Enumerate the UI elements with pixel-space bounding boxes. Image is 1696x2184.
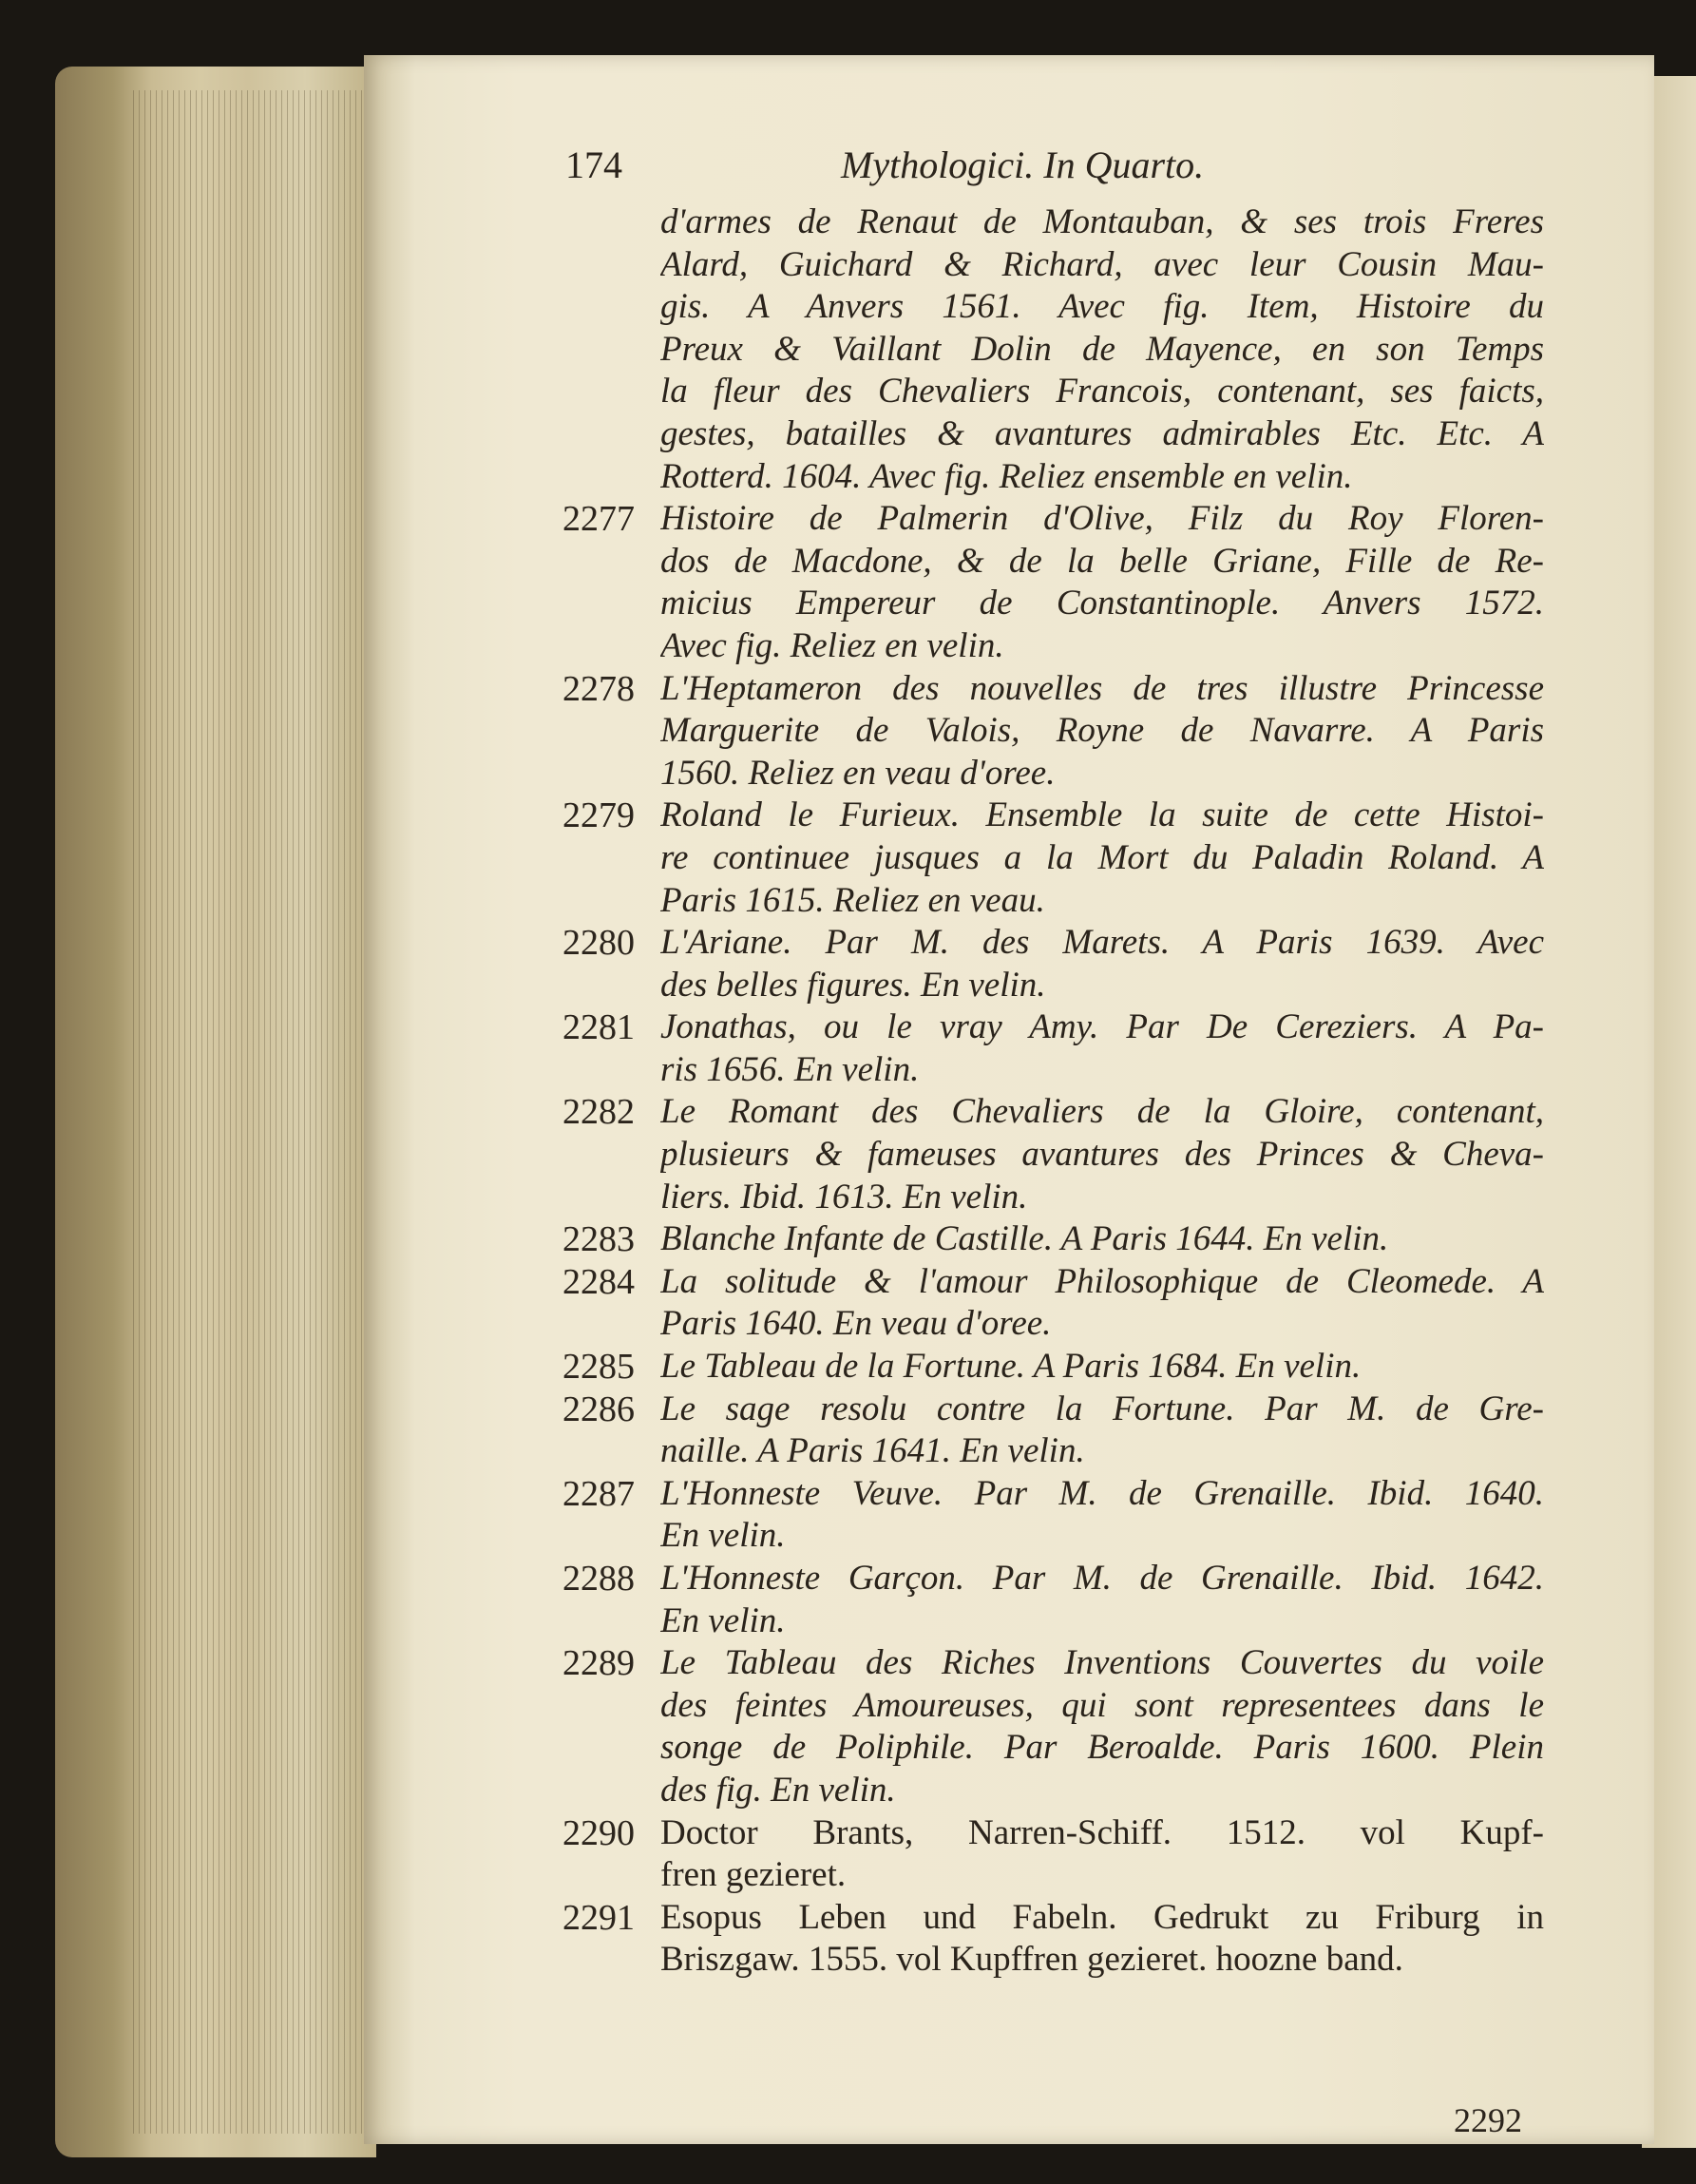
- catalogue-entry: [562, 1346, 1551, 1389]
- entry-line: 1560. Reliez en veau d'oree.: [660, 753, 1056, 793]
- catalogue-entry: [562, 1473, 1551, 1558]
- entry-line: gestes, batailles & avantures admirables Etc. Etc. A: [660, 413, 1544, 453]
- page-stack-lines: [133, 90, 371, 2134]
- entry-line: d'armes de Renaut de Montauban, & ses trois Freres: [660, 202, 1544, 241]
- entry-line: naille. A Paris 1641. En velin.: [660, 1431, 1085, 1471]
- catalogue-entry: [562, 498, 1551, 667]
- entry-line: des fig. En velin.: [660, 1770, 896, 1810]
- entry-line: Paris 1615. Reliez en veau.: [660, 880, 1045, 920]
- entry-line: Marguerite de Valois, Royne de Navarre. A Paris: [660, 711, 1544, 751]
- catalogue-entry: [562, 795, 1551, 922]
- catalogue-entry: [562, 1558, 1551, 1642]
- entry-line: des feintes Amoureuses, qui sont representees dans le: [660, 1685, 1544, 1725]
- entry-number: 2289: [562, 1643, 635, 1684]
- entry-line: fren gezieret.: [660, 1855, 847, 1895]
- entry-line: Le Tableau de la Fortune. A Paris 1684. En velin.: [660, 1347, 1362, 1387]
- page-header: [565, 143, 1553, 200]
- entry-number: 2278: [562, 668, 635, 709]
- entry-line: ris 1656. En velin.: [660, 1049, 920, 1089]
- entry-line: En velin.: [660, 1600, 786, 1640]
- entry-line: Doctor Brants, Narren-Schiff. 1512. vol Kupf-: [660, 1812, 1544, 1852]
- catalogue-entry: [562, 668, 1551, 795]
- entry-number: 2279: [562, 795, 635, 836]
- entry-line: plusieurs & fameuses avantures des Princes & Cheva-: [660, 1135, 1544, 1175]
- entry-number: 2281: [562, 1007, 635, 1048]
- entry-line: Paris 1640. En veau d'oree.: [660, 1304, 1052, 1344]
- entry-line: L'Honneste Garçon. Par M. de Grenaille. Ibid. 1642.: [660, 1559, 1544, 1598]
- entry-number: 2284: [562, 1261, 635, 1302]
- entry-line: L'Ariane. Par M. des Marets. A Paris 1639. Avec: [660, 923, 1544, 963]
- running-head: Mythologici. In Quarto.: [841, 144, 1205, 186]
- entry-line: Histoire de Palmerin d'Olive, Filz du Roy Floren-: [660, 499, 1544, 539]
- entry-number: 2285: [562, 1347, 635, 1388]
- catalogue-entry: [562, 1389, 1551, 1473]
- entry-line: la fleur des Chevaliers Francois, contenant, ses faicts,: [660, 372, 1544, 412]
- entry-line: Esopus Leben und Fabeln. Gedrukt zu Friburg in: [660, 1897, 1544, 1937]
- entry-line: des belles figures. En velin.: [660, 965, 1046, 1005]
- entry-number: 2291: [562, 1897, 635, 1938]
- catalogue-entry: [562, 1812, 1551, 1897]
- entry-line: dos de Macdone, & de la belle Griane, Fille de Re-: [660, 541, 1544, 581]
- catalogue-entry: [562, 1642, 1551, 1811]
- entry-number: 2286: [562, 1389, 635, 1429]
- entry-line: Alard, Guichard & Richard, avec leur Cousin Mau-: [660, 244, 1544, 284]
- entry-line: Jonathas, ou le vray Amy. Par De Cereziers. A Pa-: [660, 1007, 1544, 1047]
- entry-line: La solitude & l'amour Philosophique de Cleomede. A: [660, 1261, 1544, 1301]
- entry-line: L'Honneste Veuve. Par M. de Grenaille. Ibid. 1640.: [660, 1473, 1544, 1513]
- entry-line: Roland le Furieux. Ensemble la suite de cette Histoi-: [660, 795, 1544, 835]
- catalogue-entry: [562, 1261, 1551, 1346]
- entry-number: 2287: [562, 1473, 635, 1514]
- catalogue-entry: [562, 1006, 1551, 1091]
- entry-line: liers. Ibid. 1613. En velin.: [660, 1177, 1028, 1217]
- entry-number: 2280: [562, 923, 635, 964]
- catalogue-entry: [562, 1091, 1551, 1218]
- continuation-entry: [562, 201, 1551, 498]
- entry-line: Le Romant des Chevaliers de la Gloire, contenant,: [660, 1092, 1544, 1132]
- entry-line: Briszgaw. 1555. vol Kupffren gezieret. hoozne band.: [660, 1940, 1403, 1980]
- page-number: 174: [565, 144, 622, 186]
- entry-line: Preux & Vaillant Dolin de Mayence, en son Temps: [660, 329, 1544, 369]
- entry-line: gis. A Anvers 1561. Avec fig. Item, Histoire du: [660, 287, 1544, 327]
- entry-number: 2290: [562, 1812, 635, 1853]
- catalogue-entry: [562, 1218, 1551, 1261]
- entry-number: 2283: [562, 1219, 635, 1260]
- entry-line: L'Heptameron des nouvelles de tres illustre Princesse: [660, 668, 1544, 708]
- entry-line: micius Empereur de Constantinople. Anvers 1572.: [660, 584, 1544, 623]
- entry-line: Avec fig. Reliez en velin.: [660, 625, 1004, 665]
- entry-line: Le Tableau des Riches Inventions Couvertes du voile: [660, 1643, 1544, 1683]
- entry-line: re continuee jusques a la Mort du Paladin Roland. A: [660, 837, 1544, 877]
- entry-number: 2288: [562, 1559, 635, 1599]
- entry-line: Rotterd. 1604. Avec fig. Reliez ensemble en velin.: [660, 456, 1353, 496]
- catalogue-entry: [562, 1897, 1551, 1982]
- entry-line: songe de Poliphile. Par Beroalde. Paris 1600. Plein: [660, 1728, 1544, 1768]
- entry-line: Le sage resolu contre la Fortune. Par M. de Gre-: [660, 1389, 1544, 1428]
- catchword: 2292: [1454, 2101, 1522, 2139]
- entry-line: Blanche Infante de Castille. A Paris 1644. En velin.: [660, 1219, 1389, 1259]
- catalogue-entries: [562, 201, 1551, 1982]
- catalogue-entry: [562, 922, 1551, 1006]
- entry-number: 2277: [562, 499, 635, 540]
- entry-line: En velin.: [660, 1516, 786, 1556]
- entry-number: 2282: [562, 1092, 635, 1133]
